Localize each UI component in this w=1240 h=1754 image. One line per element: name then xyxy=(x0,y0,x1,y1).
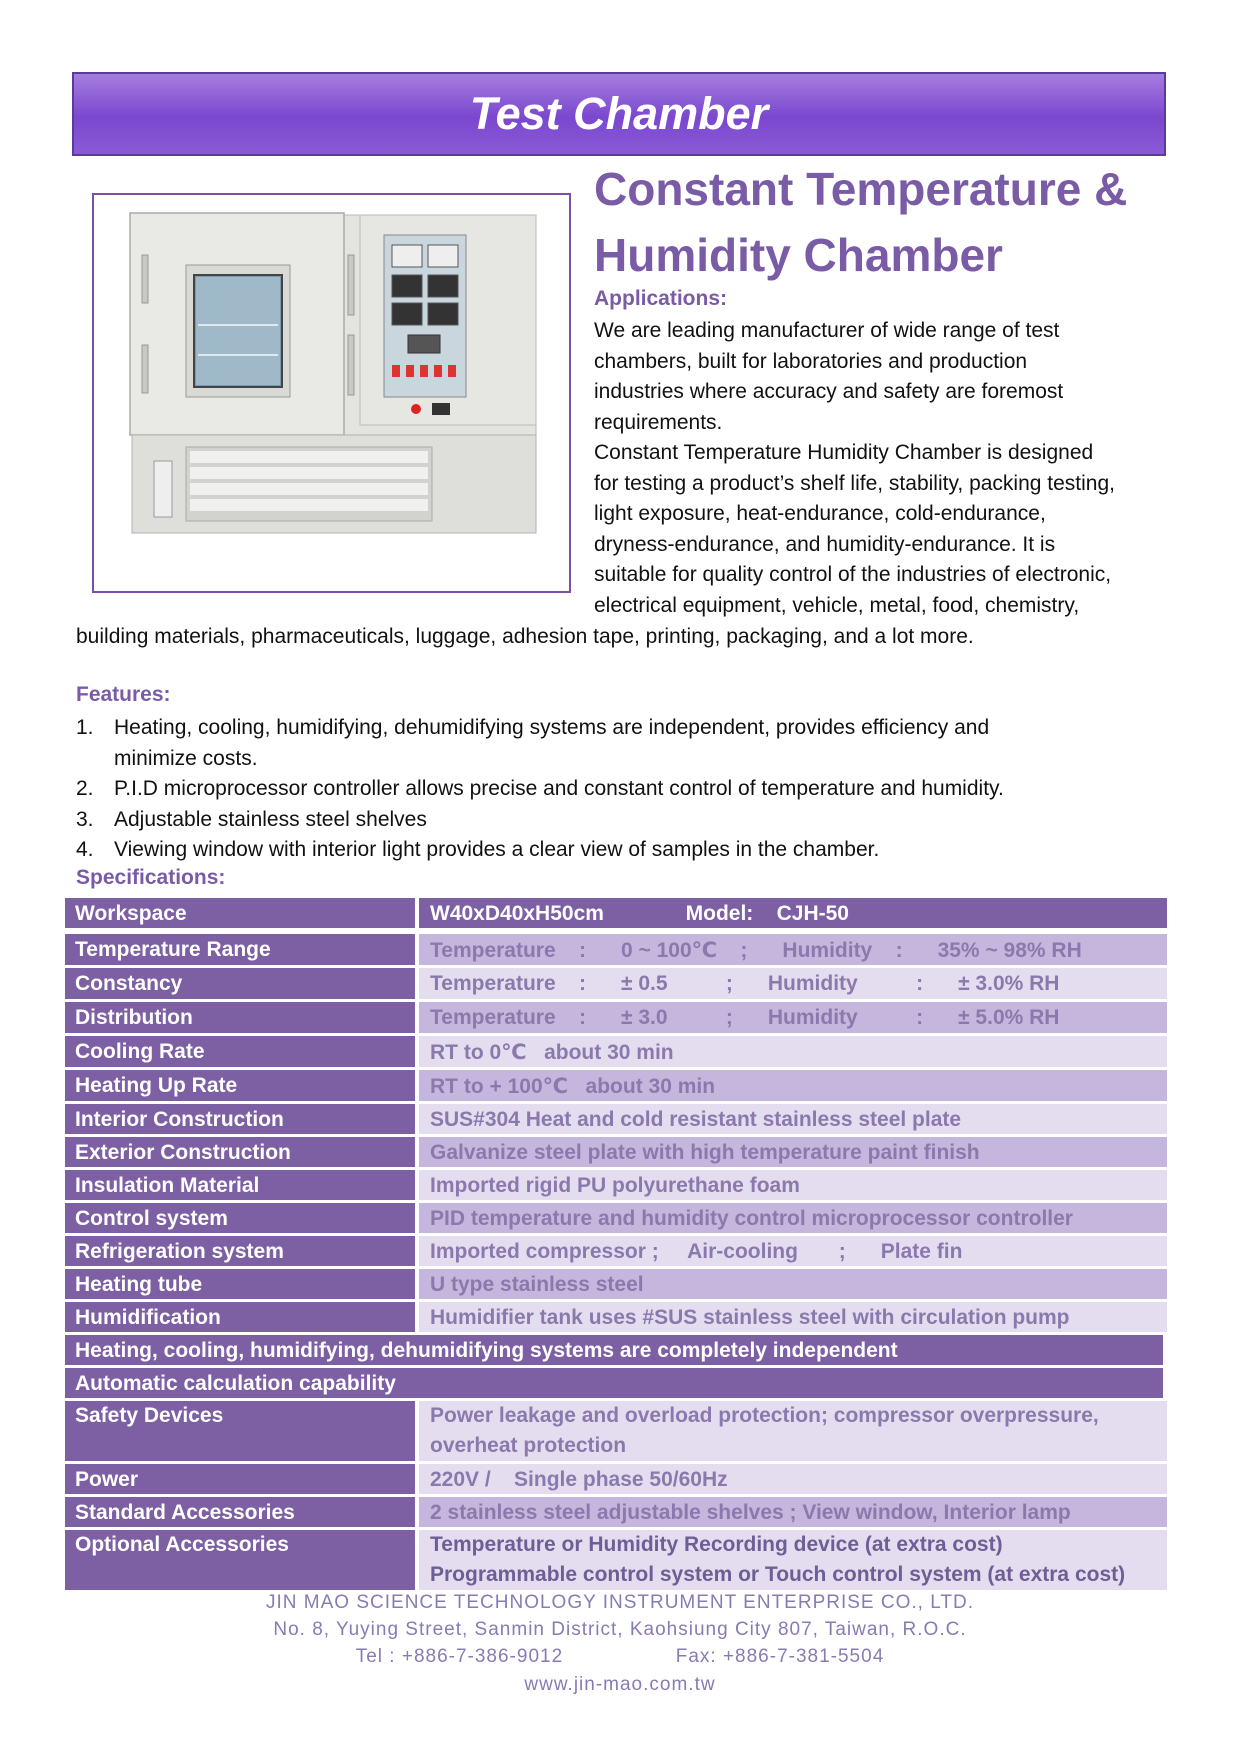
spec-label: Humidification xyxy=(65,1302,415,1332)
spec-row-independent-systems xyxy=(65,1335,1167,1365)
spec-row-standard-accessories xyxy=(65,1497,1167,1527)
spec-label: Heating tube xyxy=(65,1269,415,1299)
applications-line: electrical equipment, vehicle, metal, food, chemistry, xyxy=(594,593,1080,617)
spec-label: Workspace xyxy=(65,898,415,928)
spec-row-interior-construction xyxy=(65,1104,1167,1134)
spec-value: RT to + 100℃ about 30 min xyxy=(419,1070,1167,1101)
feature-number: 2. xyxy=(76,777,94,800)
spec-row-insulation-material xyxy=(65,1170,1167,1200)
spec-row-power xyxy=(65,1464,1167,1494)
spec-row-exterior-construction xyxy=(65,1137,1167,1167)
spec-value: Imported rigid PU polyurethane foam xyxy=(419,1170,1167,1200)
spec-value: Power leakage and overload protection; compressor overpressure, overheat protection xyxy=(419,1401,1167,1461)
specifications-heading: Specifications: xyxy=(76,866,226,889)
applications-line: for testing a product’s shelf life, stability, packing testing, xyxy=(594,471,1115,495)
footer-tel: Tel : +886-7-386-9012 xyxy=(355,1646,564,1667)
feature-number: 1. xyxy=(76,716,94,739)
applications-line: light exposure, heat-endurance, cold-endurance, xyxy=(594,502,1046,525)
spec-row-heating-tube xyxy=(65,1269,1167,1299)
spec-value: RT to 0℃ about 30 min xyxy=(419,1036,1167,1067)
spec-value: U type stainless steel xyxy=(419,1269,1167,1299)
banner-title: Test Chamber xyxy=(469,88,769,139)
spec-label: Power xyxy=(65,1464,415,1494)
spec-row-heating-up-rate xyxy=(65,1070,1167,1101)
applications-line: chambers, built for laboratories and production xyxy=(594,349,1028,373)
applications-line: industries where accuracy and safety are foremost xyxy=(594,380,1064,403)
spec-label: Distribution xyxy=(65,1002,415,1033)
product-title xyxy=(594,156,1194,288)
feature-text: Heating, cooling, humidifying, dehumidifying systems are independent, provides efficiency and xyxy=(114,716,990,739)
spec-label: Exterior Construction xyxy=(65,1137,415,1167)
spec-label: Heating Up Rate xyxy=(65,1070,415,1101)
product-title-line2: Humidity Chamber xyxy=(594,229,1003,281)
feature-item xyxy=(76,805,1186,836)
spec-row-refrigeration-system xyxy=(65,1236,1167,1266)
spec-value: Temperature : 0 ~ 100℃ ; Humidity : 35% ~ 98% RH xyxy=(419,934,1167,965)
footer-address: No. 8, Yuying Street, Sanmin District, Kaohsiung City 807, Taiwan, R.O.C. xyxy=(273,1619,967,1640)
applications-line: suitable for quality control of the industries of electronic, xyxy=(594,563,1112,586)
spec-label: Temperature Range xyxy=(65,934,415,965)
applications-continuation: building materials, pharmaceuticals, luggage, adhesion tape, printing, packaging, and a lot more. xyxy=(76,625,974,648)
product-photo-frame xyxy=(92,193,571,593)
spec-label: Insulation Material xyxy=(65,1170,415,1200)
applications-line: Constant Temperature Humidity Chamber is designed xyxy=(594,441,1094,464)
spec-row-automatic-calculation xyxy=(65,1368,1167,1398)
spec-label: Constancy xyxy=(65,968,415,999)
spec-value: Temperature : ± 0.5 ; Humidity : ± 3.0% RH xyxy=(419,968,1167,999)
footer-fax: Fax: +886-7-381-5504 xyxy=(675,1646,885,1667)
spec-label: Refrigeration system xyxy=(65,1236,415,1266)
spec-label: Safety Devices xyxy=(65,1401,415,1461)
feature-number: 4. xyxy=(76,838,94,861)
spec-row-humidification xyxy=(65,1302,1167,1332)
spec-value: Imported compressor ; Air-cooling ; Plate fin xyxy=(419,1236,1167,1266)
spec-value: Humidifier tank uses #SUS stainless steel with circulation pump xyxy=(419,1302,1167,1332)
feature-text-cont: minimize costs. xyxy=(114,746,258,770)
feature-text: P.I.D microprocessor controller allows precise and constant control of temperature and humidity. xyxy=(114,777,1004,800)
features-heading: Features: xyxy=(76,683,171,706)
features-list xyxy=(76,713,1186,866)
spec-row-control-system xyxy=(65,1203,1167,1233)
feature-text: Viewing window with interior light provides a clear view of samples in the chamber. xyxy=(114,838,880,861)
product-title-line1: Constant Temperature & xyxy=(594,163,1128,215)
spec-value: PID temperature and humidity control microprocessor controller xyxy=(419,1203,1167,1233)
spec-value: W40xD40xH50cm Model: CJH-50 xyxy=(419,898,1167,928)
spec-label: Automatic calculation capability xyxy=(65,1368,1163,1398)
applications-heading: Applications: xyxy=(594,287,728,310)
footer-website[interactable]: www.jin-mao.com.tw xyxy=(524,1674,716,1695)
spec-row-distribution xyxy=(65,1002,1167,1033)
footer-contact xyxy=(0,1646,1240,1668)
spec-value: 2 stainless steel adjustable shelves ; View window, Interior lamp xyxy=(419,1497,1167,1527)
spec-value: Galvanize steel plate with high temperature paint finish xyxy=(419,1137,1167,1167)
spec-label: Optional Accessories xyxy=(65,1530,415,1590)
feature-number: 3. xyxy=(76,807,94,831)
footer-company: JIN MAO SCIENCE TECHNOLOGY INSTRUMENT ENTERPRISE CO., LTD. xyxy=(266,1592,974,1613)
spec-label: Heating, cooling, humidifying, dehumidifying systems are completely independent xyxy=(65,1335,1163,1365)
spec-row-optional-accessories xyxy=(65,1530,1167,1590)
feature-text: Adjustable stainless steel shelves xyxy=(114,807,427,831)
applications-line: dryness-endurance, and humidity-endurance. It is xyxy=(594,532,1056,556)
spec-value: SUS#304 Heat and cold resistant stainless steel plate xyxy=(419,1104,1167,1134)
feature-item xyxy=(76,774,1186,805)
applications-line: We are leading manufacturer of wide range of test xyxy=(594,319,1060,342)
spec-row-temperature-range xyxy=(65,934,1167,965)
feature-item xyxy=(76,713,1186,774)
applications-text xyxy=(594,316,1184,621)
feature-item xyxy=(76,835,1186,866)
spec-value: Temperature : ± 3.0 ; Humidity : ± 5.0% RH xyxy=(419,1002,1167,1033)
spec-label: Control system xyxy=(65,1203,415,1233)
spec-label: Interior Construction xyxy=(65,1104,415,1134)
spec-row-workspace xyxy=(65,898,1167,928)
header-banner xyxy=(72,72,1166,156)
spec-label: Cooling Rate xyxy=(65,1036,415,1067)
chamber-photo-icon xyxy=(94,195,569,591)
spec-value: Temperature or Humidity Recording device (at extra cost) Programmable control system or Touch control system (at extra cost) xyxy=(419,1530,1167,1590)
spec-row-safety-devices xyxy=(65,1401,1167,1461)
spec-label: Standard Accessories xyxy=(65,1497,415,1527)
spec-row-cooling-rate xyxy=(65,1036,1167,1067)
spec-row-constancy xyxy=(65,968,1167,999)
spec-value: 220V / Single phase 50/60Hz xyxy=(419,1464,1167,1494)
applications-line: requirements. xyxy=(594,410,723,434)
